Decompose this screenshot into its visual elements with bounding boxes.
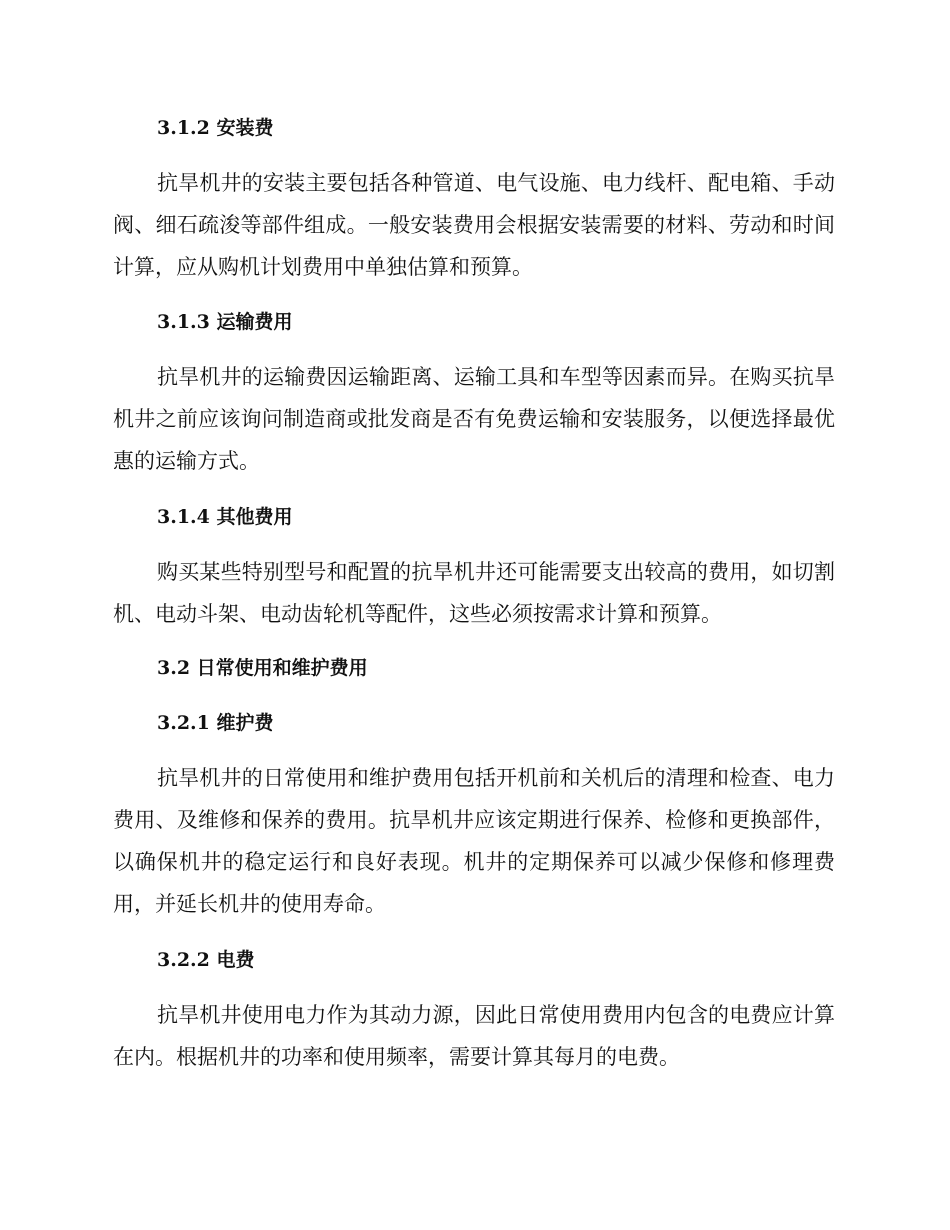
section-heading-3-2-1: 3.2.1 维护费: [157, 712, 274, 734]
section-paragraph-3-2-2: 抗旱机井使用电力作为其动力源，因此日常使用费用内包含的电费应计算在内。根据机井的功率和使用频率，需要计算其每月的电费。: [113, 1003, 835, 1069]
section-paragraph-3-1-4: 购买某些特别型号和配置的抗旱机井还可能需要支出较高的费用，如切割机、电动斗架、电动齿轮机等配件，这些必须按需求计算和预算。: [113, 560, 835, 626]
section-heading-3-1-2: 3.1.2 安装费: [157, 117, 274, 139]
section-heading-3-1-4: 3.1.4 其他费用: [157, 506, 293, 528]
section-heading-3-2: 3.2 日常使用和维护费用: [157, 657, 368, 679]
section-paragraph-3-1-2: 抗旱机井的安装主要包括各种管道、电气设施、电力线杆、配电箱、手动阀、细石疏浚等部件组成。一般安装费用会根据安装需要的材料、劳动和时间计算，应从购机计划费用中单独估算和预算。: [113, 171, 835, 279]
section-heading-3-2-2: 3.2.2 电费: [157, 949, 255, 971]
section-paragraph-3-1-3: 抗旱机井的运输费因运输距离、运输工具和车型等因素而异。在购买抗旱机井之前应该询问制造商或批发商是否有免费运输和安装服务，以便选择最优惠的运输方式。: [113, 365, 835, 473]
section-paragraph-3-2-1: 抗旱机井的日常使用和维护费用包括开机前和关机后的清理和检查、电力费用、及维修和保养的费用。抗旱机井应该定期进行保养、检修和更换部件，以确保机井的稳定运行和良好表现。机井的定期保养可以减少保修和修理费用，并延长机井的使用寿命。: [113, 766, 835, 916]
section-heading-3-1-3: 3.1.3 运输费用: [157, 311, 293, 333]
